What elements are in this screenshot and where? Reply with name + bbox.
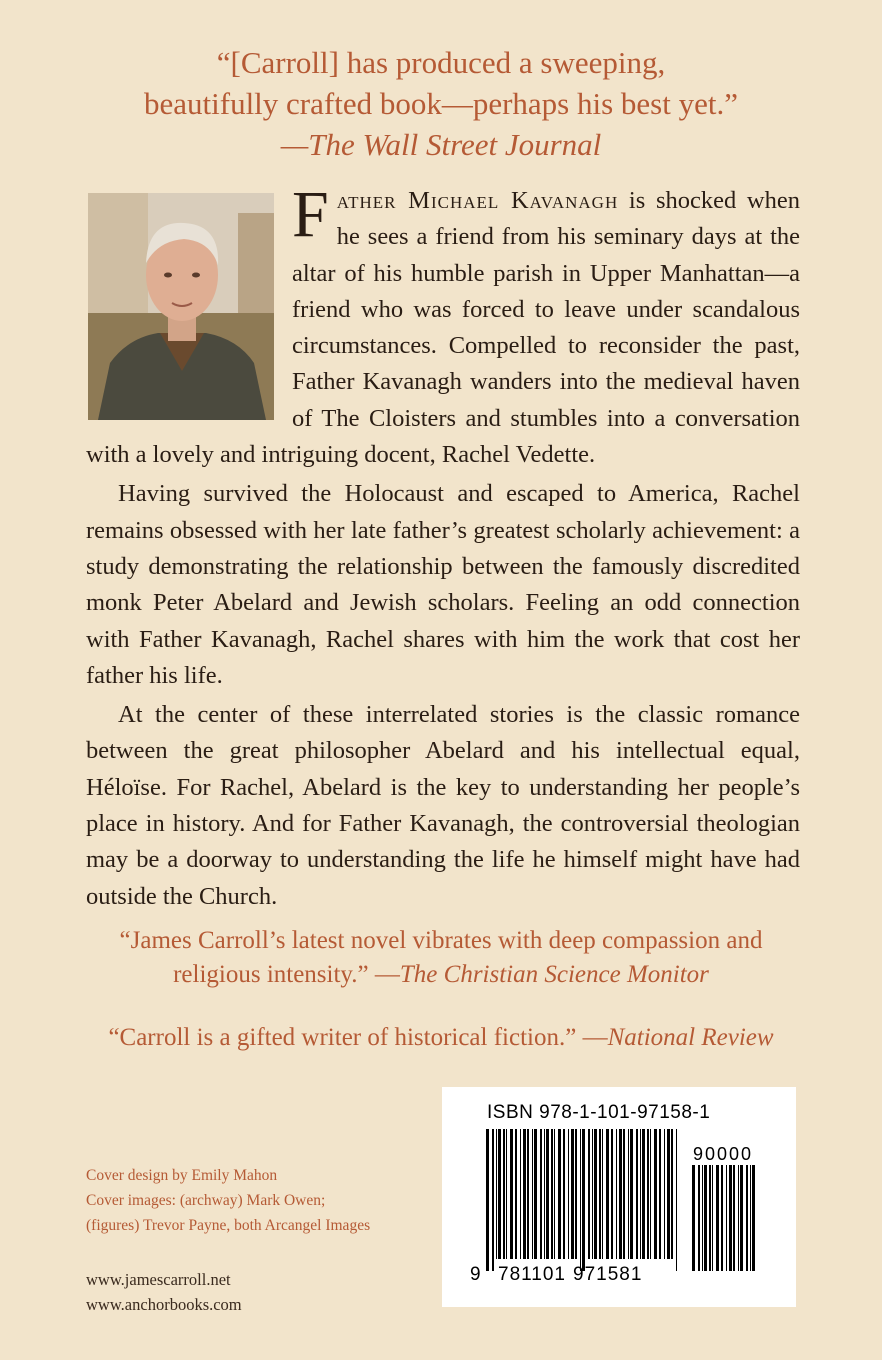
barcode-bar: [510, 1129, 513, 1259]
barcode-bar: [588, 1129, 590, 1259]
barcode-bar: [640, 1129, 641, 1259]
barcode-bar: [740, 1165, 743, 1271]
isbn-barcode-box: [442, 1087, 796, 1307]
barcode-bar: [709, 1165, 711, 1271]
barcode-bar: [527, 1129, 529, 1259]
top-quote-line-2: beautifully crafted book—perhaps his best yet.”: [144, 86, 738, 121]
mid-quote-line-2: religious intensity.” —: [173, 961, 400, 988]
barcode-bar: [667, 1129, 670, 1259]
credit-line-3: (figures) Trevor Payne, both Arcangel Images: [86, 1217, 371, 1234]
barcode-bar: [544, 1129, 545, 1259]
barcode-bar: [503, 1129, 505, 1259]
isbn-label: ISBN 978-1-101-97158-1: [487, 1102, 711, 1123]
barcode-digit-first: 9: [470, 1264, 482, 1285]
lead-in-smallcaps: ather Michael Kavanagh: [336, 187, 619, 214]
credit-line-1: Cover design by Emily Mahon: [86, 1167, 278, 1184]
mid-quote-line-1: “James Carroll’s latest novel vibrates with deep compassion and: [119, 927, 763, 954]
barcode-bar: [623, 1129, 625, 1259]
cover-credits: [86, 1163, 426, 1238]
barcode-bar: [671, 1129, 673, 1259]
mid-review-quote: [60, 924, 822, 992]
barcode-bar: [642, 1129, 645, 1259]
barcode-bar: [599, 1129, 601, 1259]
barcode-bar: [664, 1129, 665, 1259]
barcode-bar: [659, 1129, 661, 1259]
barcode-bar: [568, 1129, 569, 1259]
barcode-bar: [498, 1129, 501, 1259]
barcode-bar: [702, 1165, 703, 1271]
barcode-bar: [592, 1129, 593, 1259]
barcode-bar: [606, 1129, 609, 1259]
barcode-bar: [721, 1165, 723, 1271]
barcode-bar: [594, 1129, 597, 1259]
barcode-bar: [554, 1129, 555, 1259]
barcode-bar: [628, 1129, 629, 1259]
barcode-bar: [654, 1129, 657, 1259]
barcode-bar: [750, 1165, 751, 1271]
barcode-bar: [520, 1129, 521, 1259]
description-paragraph-3: At the center of these interrelated stories is the classic romance between the great philosopher Abelard and his intellectual equal, Héloïse. For Rachel, Abelard is the key to understanding her people’s place in history. And for Father Kavanagh, the controversial theologian may be a doorway to understanding the life he himself might have had outside the Church.: [86, 701, 800, 910]
barcode-bar: [563, 1129, 565, 1259]
description-paragraph-2: Having survived the Holocaust and escaped to America, Rachel remains obsessed with her late father’s greatest scholarly achievement: a study demonstrating the relationship between the famously discredited monk Peter Abelard and Jewish scholars. Feeling an odd connection with Father Kavanagh, Rachel shares with him the work that cost her father his life.: [86, 480, 800, 689]
barcode-bar: [580, 1129, 581, 1271]
barcode-bar: [575, 1129, 577, 1259]
barcode-bar: [704, 1165, 707, 1271]
drop-cap: F: [292, 178, 329, 251]
barcode-bar: [523, 1129, 526, 1259]
barcode-digit-group-1: 781101: [498, 1264, 566, 1285]
barcode-bar: [619, 1129, 622, 1259]
barcode-bar: [486, 1129, 489, 1271]
barcode-bar: [729, 1165, 732, 1271]
barcode-bar: [752, 1165, 755, 1271]
barcode-bar: [540, 1129, 542, 1259]
barcode-bar: [496, 1129, 497, 1259]
barcode-bar: [534, 1129, 537, 1259]
description-paragraph-1: [86, 178, 800, 473]
url-publisher-site: www.anchorbooks.com: [86, 1295, 242, 1314]
mid-quote-source: The Christian Science Monitor: [399, 961, 709, 988]
barcode-bar: [647, 1129, 649, 1259]
barcode-bar: [551, 1129, 553, 1259]
price-code: 90000: [693, 1144, 754, 1164]
barcode-bar: [571, 1129, 574, 1259]
credit-line-2: Cover images: (archway) Mark Owen;: [86, 1192, 326, 1209]
paragraph-1-text: is shocked when he sees a friend from his seminary days at the altar of his humble parish in Upper Manhattan—a friend who was forced to leave under scandalous circumstances. Compelled to reconsider the past, Father Kavanagh wanders into the medieval haven of The Cloisters and stumbles into a conversation with a lovely and intriguing docent, Rachel Vedette.: [86, 187, 800, 469]
barcode-bar: [630, 1129, 633, 1259]
barcode-bar: [676, 1129, 677, 1271]
barcode-bar: [726, 1165, 727, 1271]
low-quote-text: “Carroll is a gifted writer of historical fiction.” —: [108, 1024, 608, 1051]
book-description: [86, 178, 800, 915]
barcode-bar: [746, 1165, 748, 1271]
top-quote-source: —The Wall Street Journal: [280, 127, 602, 162]
barcode-bar: [698, 1165, 700, 1271]
barcode-bar: [492, 1129, 494, 1271]
top-review-quote: [60, 42, 822, 165]
barcode-bar: [602, 1129, 603, 1259]
barcode-bar: [712, 1165, 713, 1271]
barcode-bar: [582, 1129, 585, 1271]
barcode-bar: [616, 1129, 617, 1259]
website-urls: [86, 1267, 426, 1317]
photo-wrap-spacer: [86, 183, 292, 433]
barcode-bar: [546, 1129, 549, 1259]
barcode-bar: [692, 1165, 695, 1271]
barcode-bar: [636, 1129, 638, 1259]
url-author-site: www.jamescarroll.net: [86, 1270, 231, 1289]
low-review-quote: [60, 1021, 822, 1055]
barcode-bar: [558, 1129, 561, 1259]
low-quote-source: National Review: [607, 1024, 774, 1051]
barcode-bar: [650, 1129, 651, 1259]
barcode-bar: [738, 1165, 739, 1271]
top-quote-line-1: “[Carroll] has produced a sweeping,: [216, 45, 666, 80]
barcode-bar: [532, 1129, 533, 1259]
barcode-bar: [733, 1165, 735, 1271]
mid-quote-line-2-wrap: [60, 958, 822, 992]
barcode-bar: [515, 1129, 517, 1259]
barcode-bar: [506, 1129, 507, 1259]
barcode-bar: [611, 1129, 613, 1259]
barcode-bar: [716, 1165, 719, 1271]
barcode-digit-group-2: 971581: [573, 1264, 643, 1285]
